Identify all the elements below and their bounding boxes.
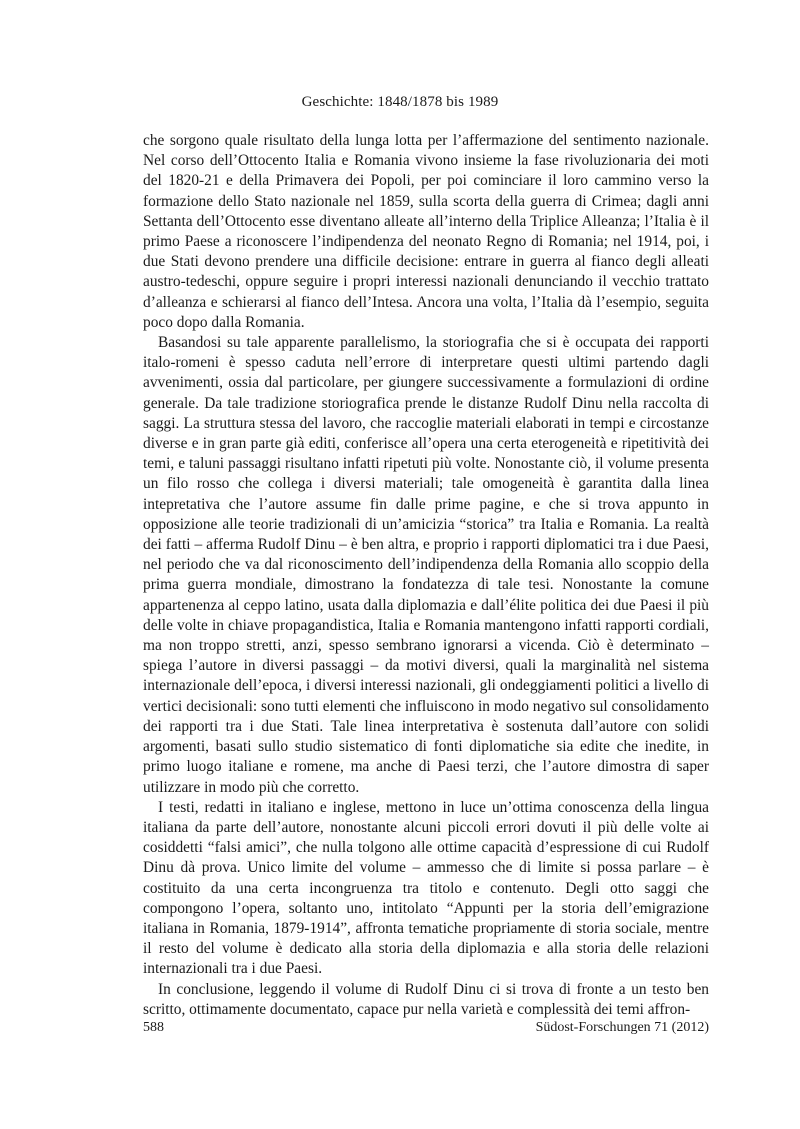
page-footer	[143, 1020, 709, 1036]
journal-citation: Südost-Forschungen 71 (2012)	[535, 1020, 709, 1035]
page-number: 588	[143, 1020, 164, 1035]
article-body	[143, 131, 709, 1020]
running-head: Geschichte: 1848/1878 bis 1989	[301, 94, 499, 110]
paragraph-3: I testi, redatti in italiano e inglese, mettono in luce un’ottima conoscenza della lingua italiana da parte dell’autore, nonostante alcuni piccoli errori dovuti il più delle volte ai cosiddetti “falsi amici”, che nulla tolgono alle ottime capacità d’espressione di cui Rudolf Dinu dà prova. Unico limite del volume – ammesso che di limite si possa parlare – è costituito da una certa incongruenza tra titolo e contenuto. Degli otto saggi che compongono l’opera, soltanto uno, intitolato “Appunti per la storia dell’emigrazione italiana in Romania, 1879-1914”, affronta tematiche propriamente di storia sociale, mentre il resto del volume è dedicato alla storia della diplomazia e alla storia delle relazioni internazionali tra i due Paesi.	[143, 798, 709, 978]
paragraph-4: In conclusione, leggendo il volume di Rudolf Dinu ci si trova di fronte a un testo ben scritto, ottimamente documentato, capace pur nella varietà e complessità dei temi affron-	[143, 980, 709, 1018]
paragraph-1: che sorgono quale risultato della lunga lotta per l’affermazione del sentimento nazionale. Nel corso dell’Ottocento Italia e Romania vivono insieme la fase rivoluzionaria dei moti del 1820-21 e della Primavera dei Popoli, per poi cominciare il loro cammino verso la formazione dello Stato nazionale nel 1859, sulla scorta della guerra di Crimea; dagli anni Settanta dell’Ottocento esse diventano alleate all’interno della Triplice Alleanza; l’Italia è il primo Paese a riconoscere l’indipendenza del neonato Regno di Romania; nel 1914, poi, i due Stati devono prendere una difficile decisione: entrare in guerra al fianco degli alleati austro-tedeschi, oppure seguire i propri interessi nazionali denunciando il vecchio trattato d’alleanza e schierarsi al fianco dell’Intesa. Ancora una volta, l’Italia dà l’esempio, seguita poco dopo dalla Romania.	[143, 132, 709, 331]
paragraph-2: Basandosi su tale apparente parallelismo, la storiografia che si è occupata dei rapporti italo-romeni è spesso caduta nell’errore di interpretare questi ultimi partendo dagli avvenimenti, ossia dal particolare, per giungere successivamente a formulazioni di ordine generale. Da tale tradizione storiografica prende le distanze Rudolf Dinu nella raccolta di saggi. La struttura stessa del lavoro, che raccoglie materiali elaborati in tempi e circostanze diverse e in gran parte già editi, conferisce all’opera una certa eterogeneità e ripetitività dei temi, e taluni passaggi risultano infatti ripetuti più volte. Nonostante ciò, il volume presenta un filo rosso che collega i diversi materiali; tale omogeneità è garantita dalla linea intepretativa che l’autore assume fin dalle prime pagine, e che si trova appunto in opposizione alle teorie tradizionali di un’amicizia “storica” tra Italia e Romania. La realtà dei fatti – afferma Rudolf Dinu – è ben altra, e proprio i rapporti diplomatici tra i due Paesi, nel periodo che va dal riconoscimento dell’indipendenza della Romania allo scoppio della prima guerra mondiale, dimostrano la fondatezza di tale tesi. Nonostante la comune appartenenza al ceppo latino, usata dalla diplomazia e dall’élite politica dei due Paesi il più delle volte in chiave propagandistica, Italia e Romania mantengono infatti rapporti cordiali, ma non troppo stretti, anzi, spesso sembrano ignorarsi a vicenda. Ciò è determinato – spiega l’autore in diversi passaggi – da motivi diversi, quali la marginalità nel sistema internazionale dell’epoca, i diversi interessi nazionali, gli ondeggiamenti politici a livello di vertici decisionali: sono tutti elementi che influiscono in modo negativo sul consolidamento dei rapporti tra i due Stati. Tale linea interpretativa è sostenuta dall’autore con solidi argomenti, basati sullo studio sistematico di fonti diplomatiche sia edite che inedite, in primo luogo italiane e romene, ma anche di Paesi terzi, che l’autore dimostra di saper utilizzare in modo più che corretto.	[143, 334, 709, 796]
